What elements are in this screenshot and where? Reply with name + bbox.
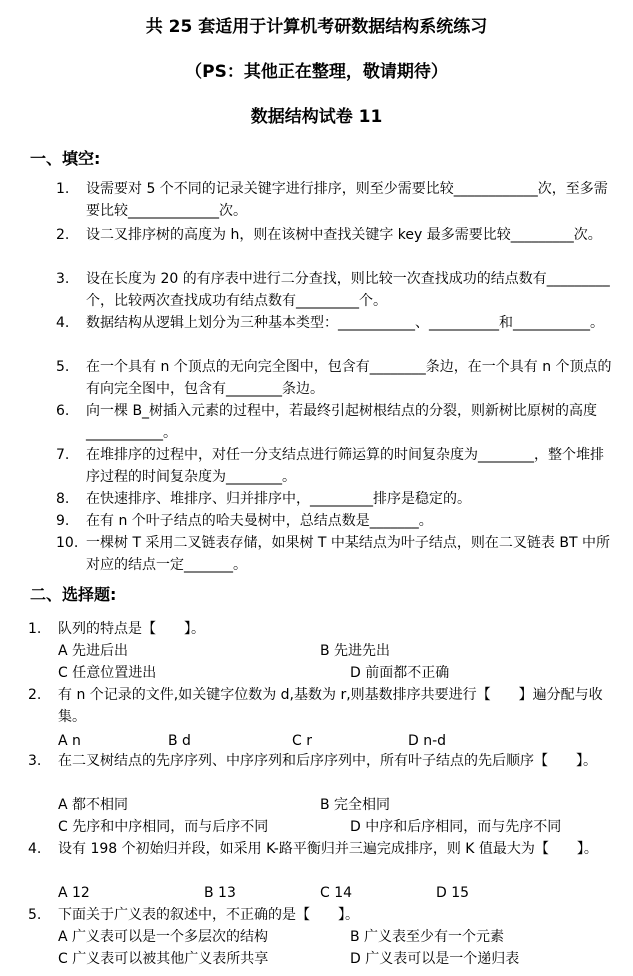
question-number: 4. — [56, 315, 70, 331]
fill-question — [56, 400, 616, 444]
fill-question — [56, 510, 616, 532]
option-c: C 广义表可以被其他广义表所共享 — [58, 951, 269, 967]
option-b: B 13 — [204, 885, 236, 901]
options-row — [58, 794, 618, 816]
option-c: C 先序和中序相同，而与后序不同 — [58, 819, 269, 835]
options-row — [58, 882, 618, 904]
option-d: D 15 — [436, 885, 470, 901]
choice-question — [28, 618, 613, 640]
fill-question — [56, 312, 616, 334]
question-number: 3. — [28, 753, 42, 769]
fill-question — [56, 356, 616, 400]
document-title: 共 25 套适用于计算机考研数据结构系统练习 — [145, 17, 488, 37]
question-number: 7. — [56, 447, 70, 463]
choice-question — [28, 750, 613, 772]
question-text: 在堆排序的过程中，对任一分支结点进行筛运算的时间复杂度为________，整个堆排序过程的时间复杂度为________。 — [86, 447, 604, 485]
option-d: D 中序和后序相同，而与先序不同 — [350, 819, 562, 835]
choice-question — [28, 904, 613, 926]
section-heading-choice: 二、选择题: — [30, 585, 117, 604]
question-text: 在快速排序、堆排序、归并排序中，_________排序是稳定的。 — [86, 491, 471, 507]
option-d: D 广义表可以是一个递归表 — [350, 951, 520, 967]
question-stem: 有 n 个记录的文件,如关键字位数为 d,基数为 r,则基数排序共要进行【 】遍分配与收集。 — [58, 687, 603, 725]
fill-question — [56, 224, 616, 246]
question-text: 在有 n 个叶子结点的哈夫曼树中，总结点数是_______。 — [86, 513, 433, 529]
option-d: D 前面都不正确 — [350, 665, 450, 681]
question-text: 向一棵 B_树插入元素的过程中，若最终引起树根结点的分裂，则新树比原树的高度___________。 — [86, 403, 598, 441]
fill-question — [56, 488, 616, 510]
question-number: 5. — [56, 359, 70, 375]
fill-question — [56, 178, 616, 222]
question-text: 在一个具有 n 个顶点的无向完全图中，包含有________条边，在一个具有 n 个顶点的有向完全图中，包含有________条边。 — [86, 359, 612, 397]
option-a: A n — [58, 733, 81, 749]
option-a: A 都不相同 — [58, 797, 129, 813]
question-number: 1. — [56, 181, 70, 197]
options-row — [58, 662, 618, 684]
option-b: B 先进先出 — [320, 643, 391, 659]
choice-question — [28, 684, 613, 728]
question-number: 8. — [56, 491, 70, 507]
option-a: A 12 — [58, 885, 90, 901]
question-number: 10. — [56, 535, 79, 551]
question-stem: 在二叉树结点的先序序列、中序序列和后序序列中，所有叶子结点的先后顺序【 】。 — [58, 753, 597, 769]
question-text: 一棵树 T 采用二叉链表存储，如果树 T 中某结点为叶子结点，则在二叉链表 BT 中所对应的结点一定_______。 — [86, 535, 610, 573]
options-row — [58, 926, 618, 948]
question-stem: 队列的特点是【 】。 — [58, 621, 205, 637]
option-a: A 广义表可以是一个多层次的结构 — [58, 929, 269, 945]
question-text: 设需要对 5 个不同的记录关键字进行排序，则至少需要比较____________次，至多需要比较_____________次。 — [86, 181, 608, 219]
question-stem: 下面关于广义表的叙述中，不正确的是【 】。 — [58, 907, 359, 923]
paper-title: 数据结构试卷 11 — [250, 107, 383, 127]
document-subtitle: （PS：其他正在整理，敬请期待） — [185, 62, 448, 82]
section-heading-fill-in: 一、填空: — [30, 149, 101, 168]
options-row — [58, 948, 618, 970]
options-row — [58, 730, 618, 752]
question-number: 9. — [56, 513, 70, 529]
option-c: C 14 — [320, 885, 353, 901]
option-b: B d — [168, 733, 191, 749]
options-row — [58, 640, 618, 662]
option-c: C r — [292, 733, 312, 749]
option-b: B 广义表至少有一个元素 — [350, 929, 505, 945]
question-text: 设在长度为 20 的有序表中进行二分查找，则比较一次查找成功的结点数有_________个，比较两次查找成功有结点数有_________个。 — [86, 271, 610, 309]
question-number: 3. — [56, 271, 70, 287]
fill-question — [56, 268, 616, 312]
option-b: B 完全相同 — [320, 797, 391, 813]
question-number: 1. — [28, 621, 42, 637]
option-c: C 任意位置进出 — [58, 665, 157, 681]
question-number: 2. — [56, 227, 70, 243]
fill-question — [56, 532, 616, 576]
option-a: A 先进后出 — [58, 643, 129, 659]
fill-question — [56, 444, 616, 488]
question-text: 设二叉排序树的高度为 h，则在该树中查找关键字 key 最多需要比较_________次。 — [86, 227, 602, 243]
question-number: 6. — [56, 403, 70, 419]
question-number: 2. — [28, 687, 42, 703]
question-number: 5. — [28, 907, 42, 923]
question-stem: 设有 198 个初始归并段，如采用 K-路平衡归并三遍完成排序，则 K 值最大为【 】。 — [58, 841, 598, 857]
options-row — [58, 816, 618, 838]
question-number: 4. — [28, 841, 42, 857]
choice-question — [28, 838, 613, 860]
question-text: 数据结构从逻辑上划分为三种基本类型：___________、__________和___________。 — [86, 315, 604, 331]
option-d: D n-d — [408, 733, 447, 749]
